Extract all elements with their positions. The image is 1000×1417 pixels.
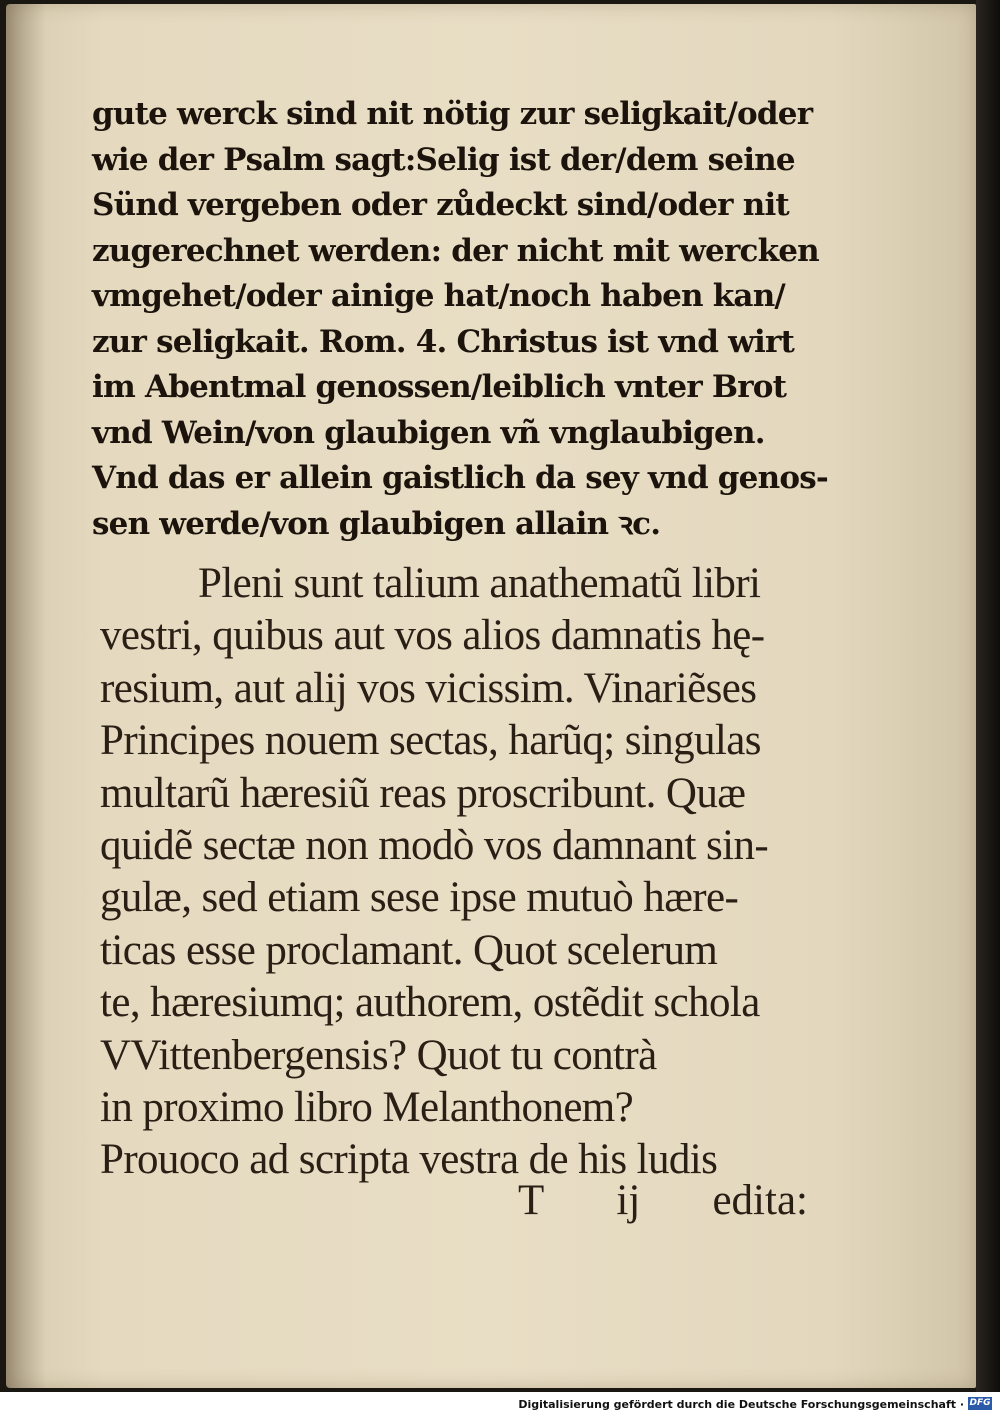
book-edge [976,0,1000,1392]
dfg-logo-icon: DFG [969,1398,991,1408]
text-line: im Abentmal genossen/leiblich vnter Brot [92,369,787,405]
latin-text [100,558,820,1187]
text-line: zugerechnet werden: der nicht mit wercken [92,232,819,269]
text-line: ticas esse proclamant. Quot scelerum [100,926,718,974]
text-line: VVittenbergensis? Quot tu contrà [100,1031,657,1079]
text-line: zur seligkait. Rom. 4. Christus ist vnd wirt [92,323,795,360]
text-line: in proximo libro Melanthonem? [100,1084,634,1132]
text-line: resium, aut alij vos vicissim. Vinariẽses [100,664,757,712]
text-line: multarũ hæresiũ reas proscribunt. Quæ [100,769,746,817]
signature-line [518,1176,808,1225]
text-line: sen werde/von glaubigen allain ꝛc. [92,505,661,542]
text-line: Principes nouem sectas, harũq; singulas [100,717,761,765]
signature-mark: T [518,1177,545,1224]
spine-shadow [6,4,46,1388]
text-line: vmgehet/oder ainige hat/noch haben kan/ [92,278,785,314]
text-line: gute werck sind nit nötig zur seligkait/oder [92,96,813,132]
text-line: vnd Wein/von glaubigen vñ vnglaubigen. [92,414,765,451]
funding-notice: Digitalisierung gefördert durch die Deutsche Forschungsgemeinschaft · [518,1398,964,1411]
text-line: wie der Psalm sagt:Selig ist der/dem seine [92,141,795,178]
digitization-footer [0,1392,1000,1417]
signature-number: ij [616,1177,641,1224]
text-line: gulæ, sed etiam sese ipse mutuò hære- [100,874,739,922]
text-line: Pleni sunt talium anathematũ libri [198,560,761,607]
text-line: Vnd das er allein gaistlich da sey vnd genos- [92,460,828,496]
text-line: Prouoco ad scripta vestra de his ludis [100,1136,718,1184]
text-line: quidẽ sectæ non modò vos damnant sin- [100,822,769,870]
text-line: te, hæresiumq; authorem, ostẽdit schola [100,979,760,1027]
catchword: edita: [712,1177,808,1224]
german-blackletter-text [92,92,828,547]
text-line: Sünd vergeben oder zůdeckt sind/oder nit [92,187,789,223]
text-line: vestri, quibus aut vos alios damnatis hę- [100,612,765,660]
